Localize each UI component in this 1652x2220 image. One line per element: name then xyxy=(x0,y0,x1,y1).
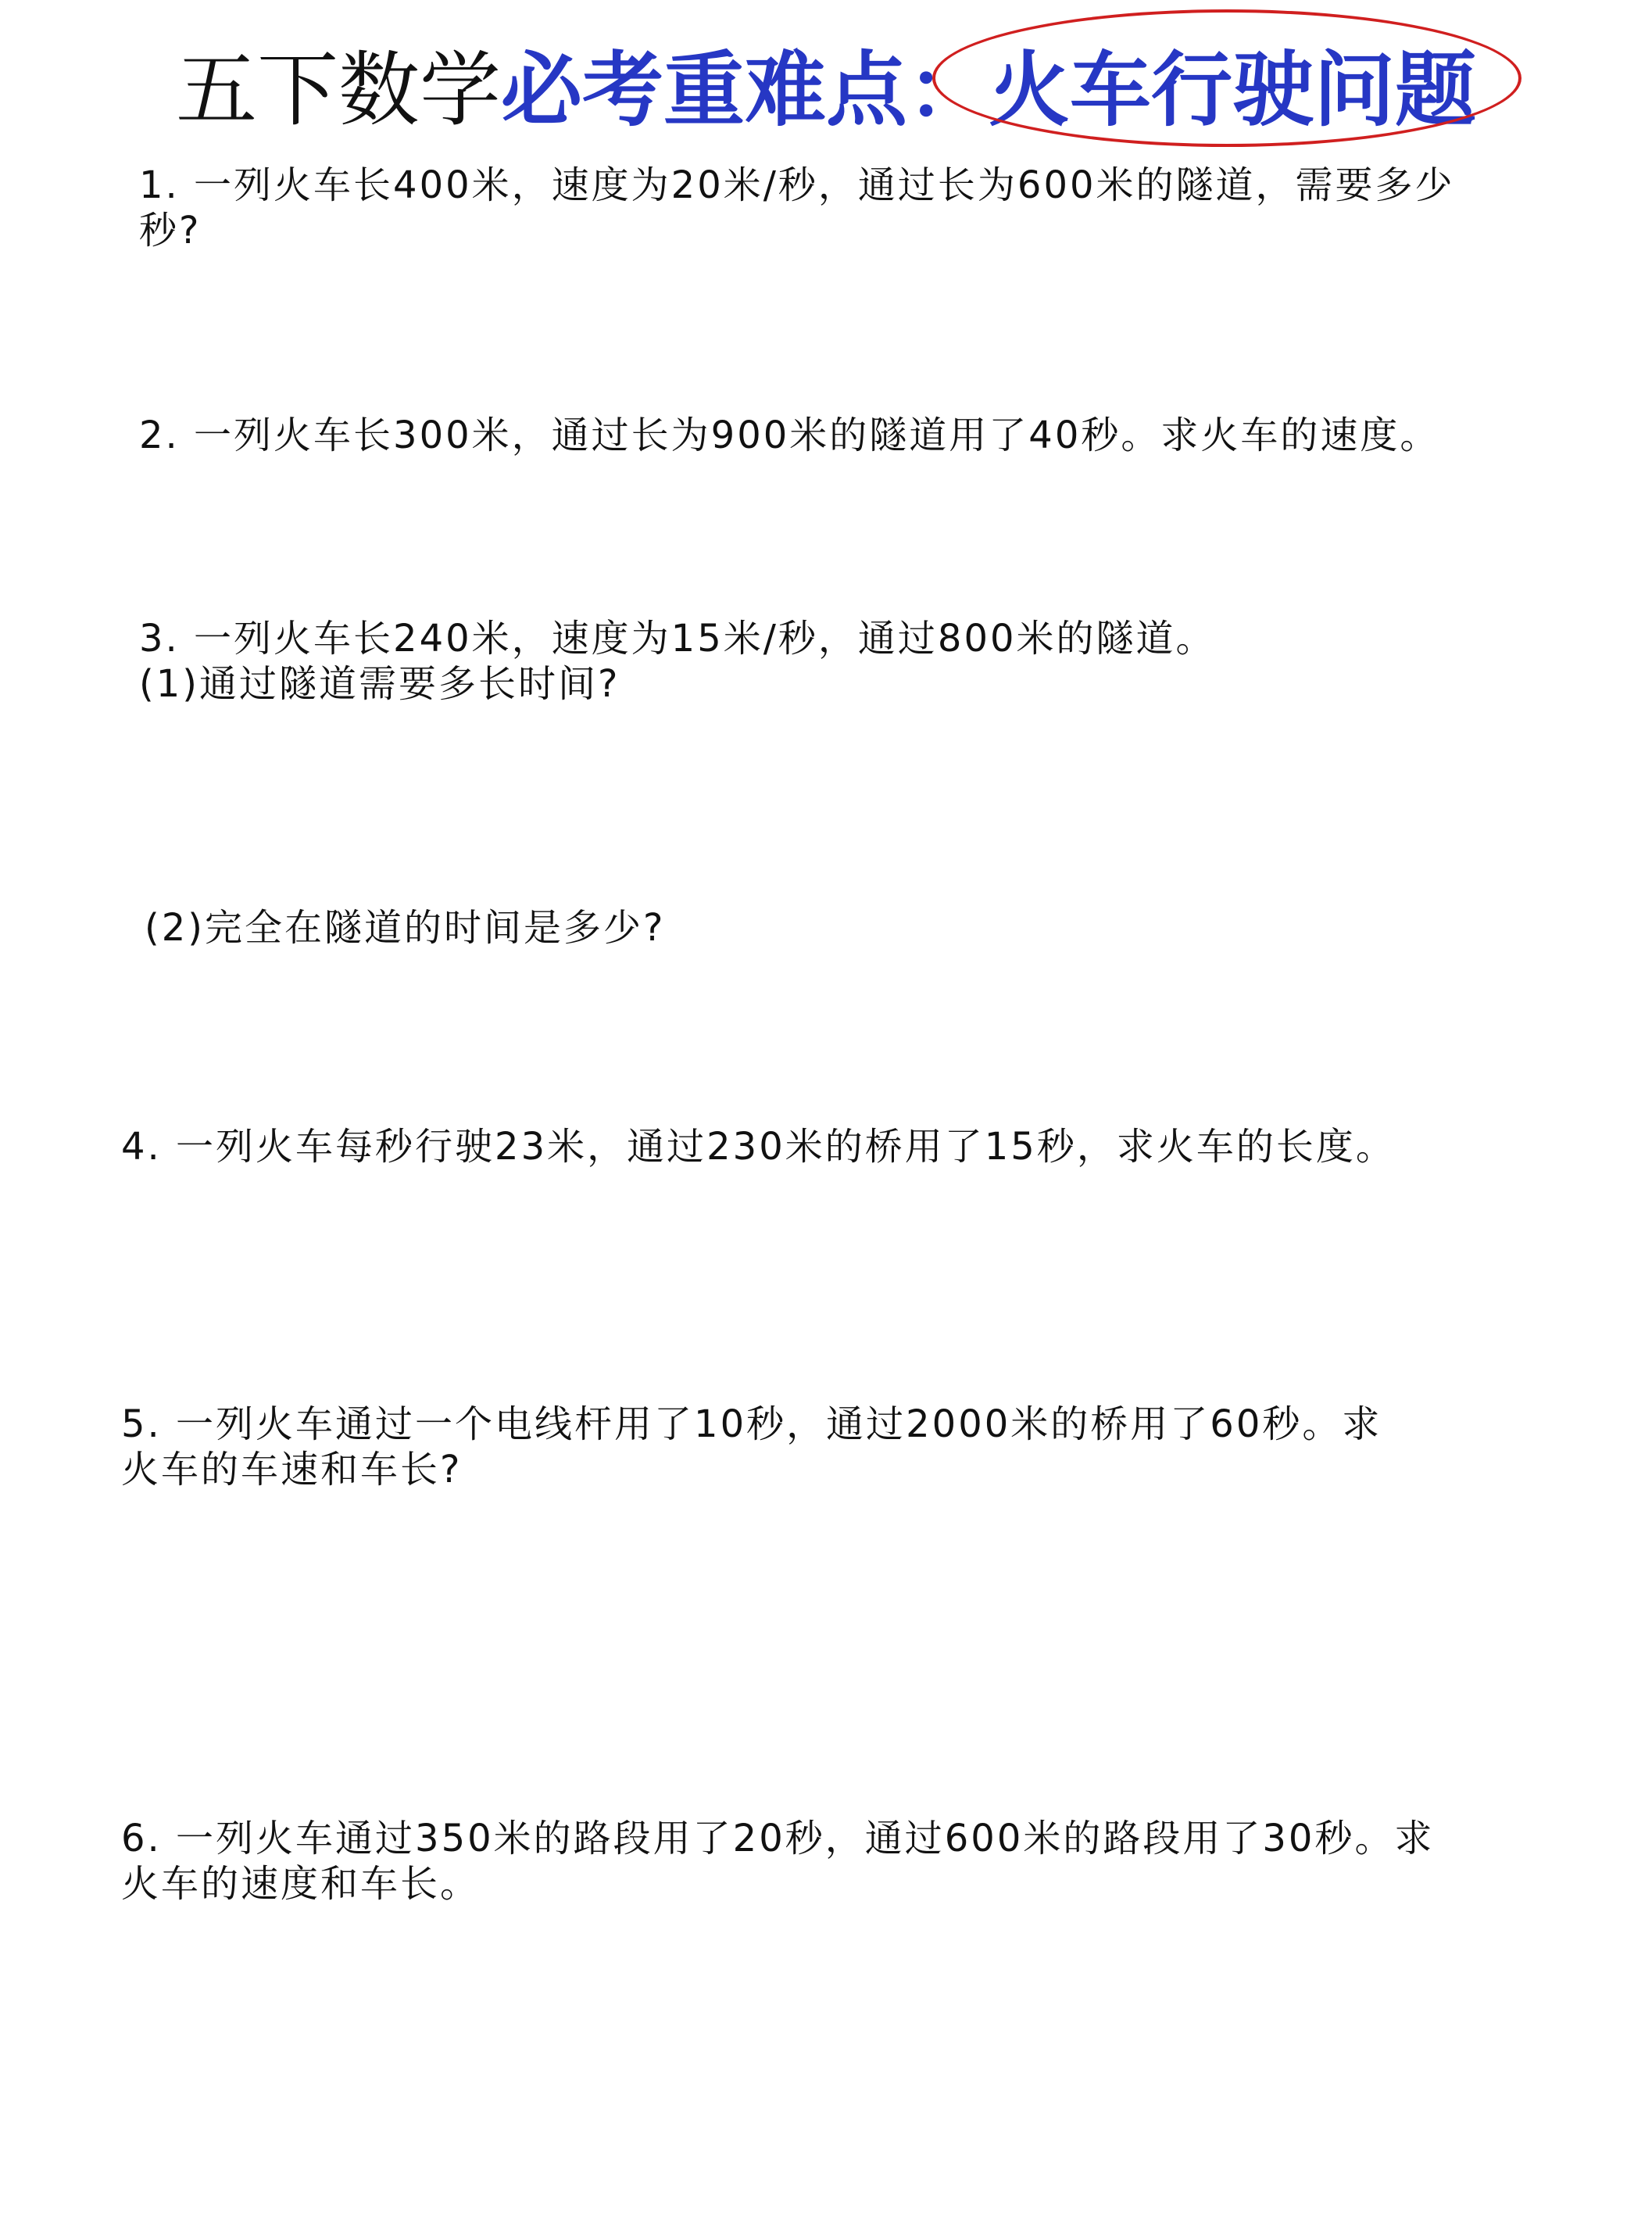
title-circled-topic xyxy=(989,31,1476,149)
title-part-3: 火车行驶问题 xyxy=(989,41,1477,138)
question-3-part-2-line: (2)完全在隧道的时间是多少? xyxy=(145,906,666,950)
question-3 xyxy=(139,616,1216,707)
question-2-line-1: 2. 一列火车长300米，通过长为900米的隧道用了40秒。求火车的速度。 xyxy=(139,414,1440,457)
question-1-line-2: 秒? xyxy=(139,209,202,252)
question-6-line-1: 6. 一列火车通过350米的路段用了20秒，通过600米的路段用了30秒。求 xyxy=(121,1817,1435,1860)
question-3-line-1: 3. 一列火车长240米，速度为15米/秒，通过800米的隧道。 xyxy=(139,617,1216,661)
question-1-line-1: 1. 一列火车长400米，速度为20米/秒，通过长为600米的隧道，需要多少 xyxy=(139,163,1455,207)
question-4-line-1: 4. 一列火车每秒行驶23米，通过230米的桥用了15秒，求火车的长度。 xyxy=(121,1125,1396,1169)
question-5-line-2: 火车的车速和车长? xyxy=(121,1448,463,1491)
question-5-line-1: 5. 一列火车通过一个电线杆用了10秒，通过2000米的桥用了60秒。求 xyxy=(121,1402,1382,1446)
question-4 xyxy=(121,1124,1396,1169)
question-2 xyxy=(139,413,1439,458)
title-part-1: 五下数学 xyxy=(175,42,501,138)
title-part-2: 必考重难点： xyxy=(500,41,989,138)
question-6 xyxy=(121,1816,1434,1907)
page-title xyxy=(0,31,1652,149)
question-5 xyxy=(121,1402,1382,1492)
question-3-part-2 xyxy=(145,905,665,951)
question-6-line-2: 火车的速度和车长。 xyxy=(121,1862,481,1906)
question-3-part-1: (1)通过隧道需要多长时间? xyxy=(139,662,620,706)
question-1 xyxy=(139,163,1455,253)
